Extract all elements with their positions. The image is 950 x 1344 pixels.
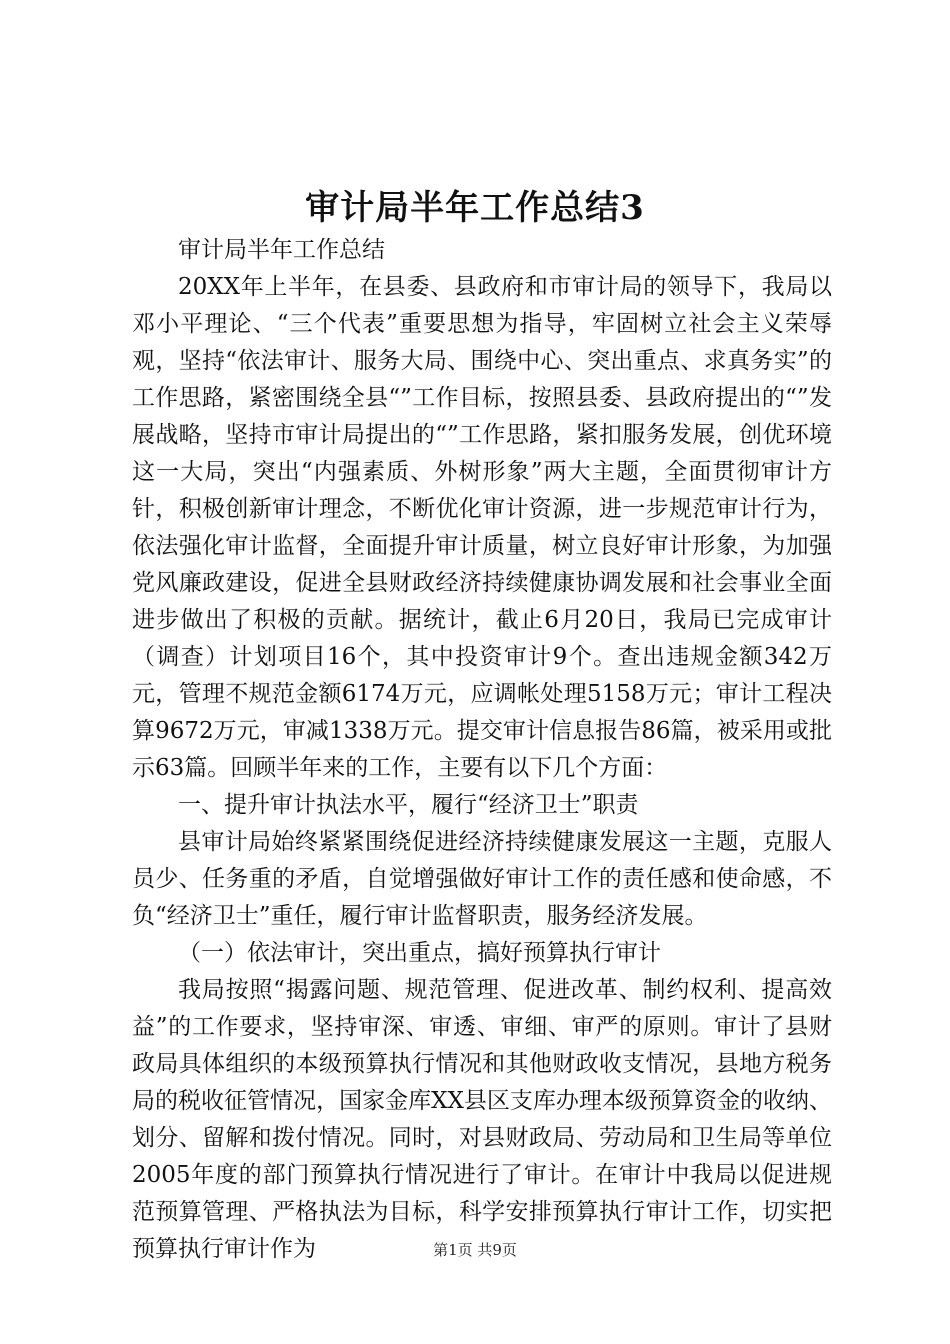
body-paragraph: 县审计局始终紧紧围绕促进经济持续健康发展这一主题，克服人员少、任务重的矛盾，自觉增强做好审计工作的责任感和使命感，不负“经济卫士”重任，履行审计监督职责，服务经济发展。 — [132, 829, 832, 929]
subsection-heading: （一）依法审计，突出重点，搞好预算执行审计 — [178, 940, 661, 966]
body-paragraph: 审计局半年工作总结 — [178, 237, 385, 263]
body-paragraph: 我局按照“揭露问题、规范管理、促进改革、制约权利、提高效益”的工作要求，坚持审深、审透、审细、审严的原则。审计了县财政局具体组织的本级预算执行情况和其他财政收支情况，县地方税务局的税收征管情况，国家金库XX县区支库办理本级预算资金的收纳、划分、留解和拨付情况。同时，对县财政局、劳动局和卫生局等单位2005年度的部门预算执行情况进行了审计。在审计中我局以促进规范预算管理、严格执法为目标，科学安排预算执行审计工作，切实把预算执行审计作为 — [132, 977, 832, 1262]
document-body — [132, 232, 832, 1268]
page-footer: 第1页 共9页 — [433, 1241, 517, 1259]
document-title: 审计局半年工作总结3 — [305, 188, 645, 228]
body-paragraph: 20XX年上半年，在县委、县政府和市审计局的领导下，我局以邓小平理论、“三个代表”重要思想为指导，牢固树立社会主义荣辱观，坚持“依法审计、服务大局、围绕中心、突出重点、求真务实”的工作思路，紧密围绕全县“”工作目标，按照县委、县政府提出的“”发展战略，坚持市审计局提出的“”工作思路，紧扣服务发展，创优环境这一大局，突出“内强素质、外树形象”两大主题，全面贯彻审计方针，积极创新审计理念，不断优化审计资源，进一步规范审计行为，依法强化审计监督，全面提升审计质量，树立良好审计形象，为加强党风廉政建设，促进全县财政经济持续健康协调发展和社会事业全面进步做出了积极的贡献。据统计，截止6月20日，我局已完成审计（调查）计划项目16个，其中投资审计9个。查出违规金额342万元，管理不规范金额6174万元，应调帐处理5158万元；审计工程决算9672万元，审减1338万元。提交审计信息报告86篇，被采用或批示63篇。回顾半年来的工作，主要有以下几个方面： — [132, 274, 832, 781]
section-heading: 一、提升审计执法水平，履行“经济卫士”职责 — [178, 792, 639, 818]
